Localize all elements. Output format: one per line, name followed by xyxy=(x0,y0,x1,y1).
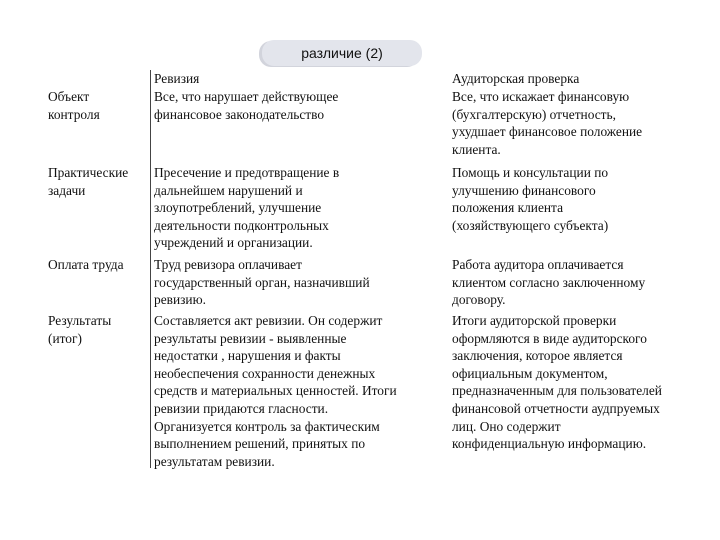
column-divider xyxy=(150,70,151,468)
slide-title: различие (2) xyxy=(262,40,422,66)
revision-results: Составляется акт ревизии. Он содержит результаты ревизии - выявленные недостатки , нарушения и факты необеспечения сохранности денежных средств и материальных ценностей. Итоги ревизии придаются гласности. Организуется контроль за фактическим выполнением решений, принятых по результатам ревизии. xyxy=(154,313,397,469)
row-label-results: Результаты (итог) xyxy=(48,313,112,346)
header-revision: Ревизия xyxy=(154,71,200,86)
header-audit: Аудиторская проверка xyxy=(452,71,580,86)
audit-tasks: Помощь и консультации по улучшению финансового положения клиента (хозяйствующего субъекта) xyxy=(452,165,609,233)
audit-results: Итоги аудиторской проверки оформляются в виде аудиторского заключения, которое является официальным документом, предназначенным для пользователей финансовой отчетности аудпруемых лиц. Оно содержит конфиденциальную информацию. xyxy=(452,313,662,452)
revision-object: Все, что нарушает действующее финансовое законодательство xyxy=(154,89,339,122)
revision-payment: Труд ревизора оплачивает государственный орган, назначивший ревизию. xyxy=(154,257,370,308)
row-label-object: Объект контроля xyxy=(48,89,100,122)
row-label-tasks: Практические задачи xyxy=(48,165,129,198)
audit-payment: Работа аудитора оплачивается клиентом согласно заключенному договору. xyxy=(452,257,646,308)
row-label-payment: Оплата труда xyxy=(48,257,124,272)
revision-tasks: Пресечение и предотвращение в дальнейшем нарушений и злоупотреблений, улучшение деятельности подконтрольных учреждений и организации. xyxy=(154,165,340,251)
audit-object: Все, что искажает финансовую (бухгалтерскую) отчетность, ухудшает финансовое положение клиента. xyxy=(452,89,643,157)
